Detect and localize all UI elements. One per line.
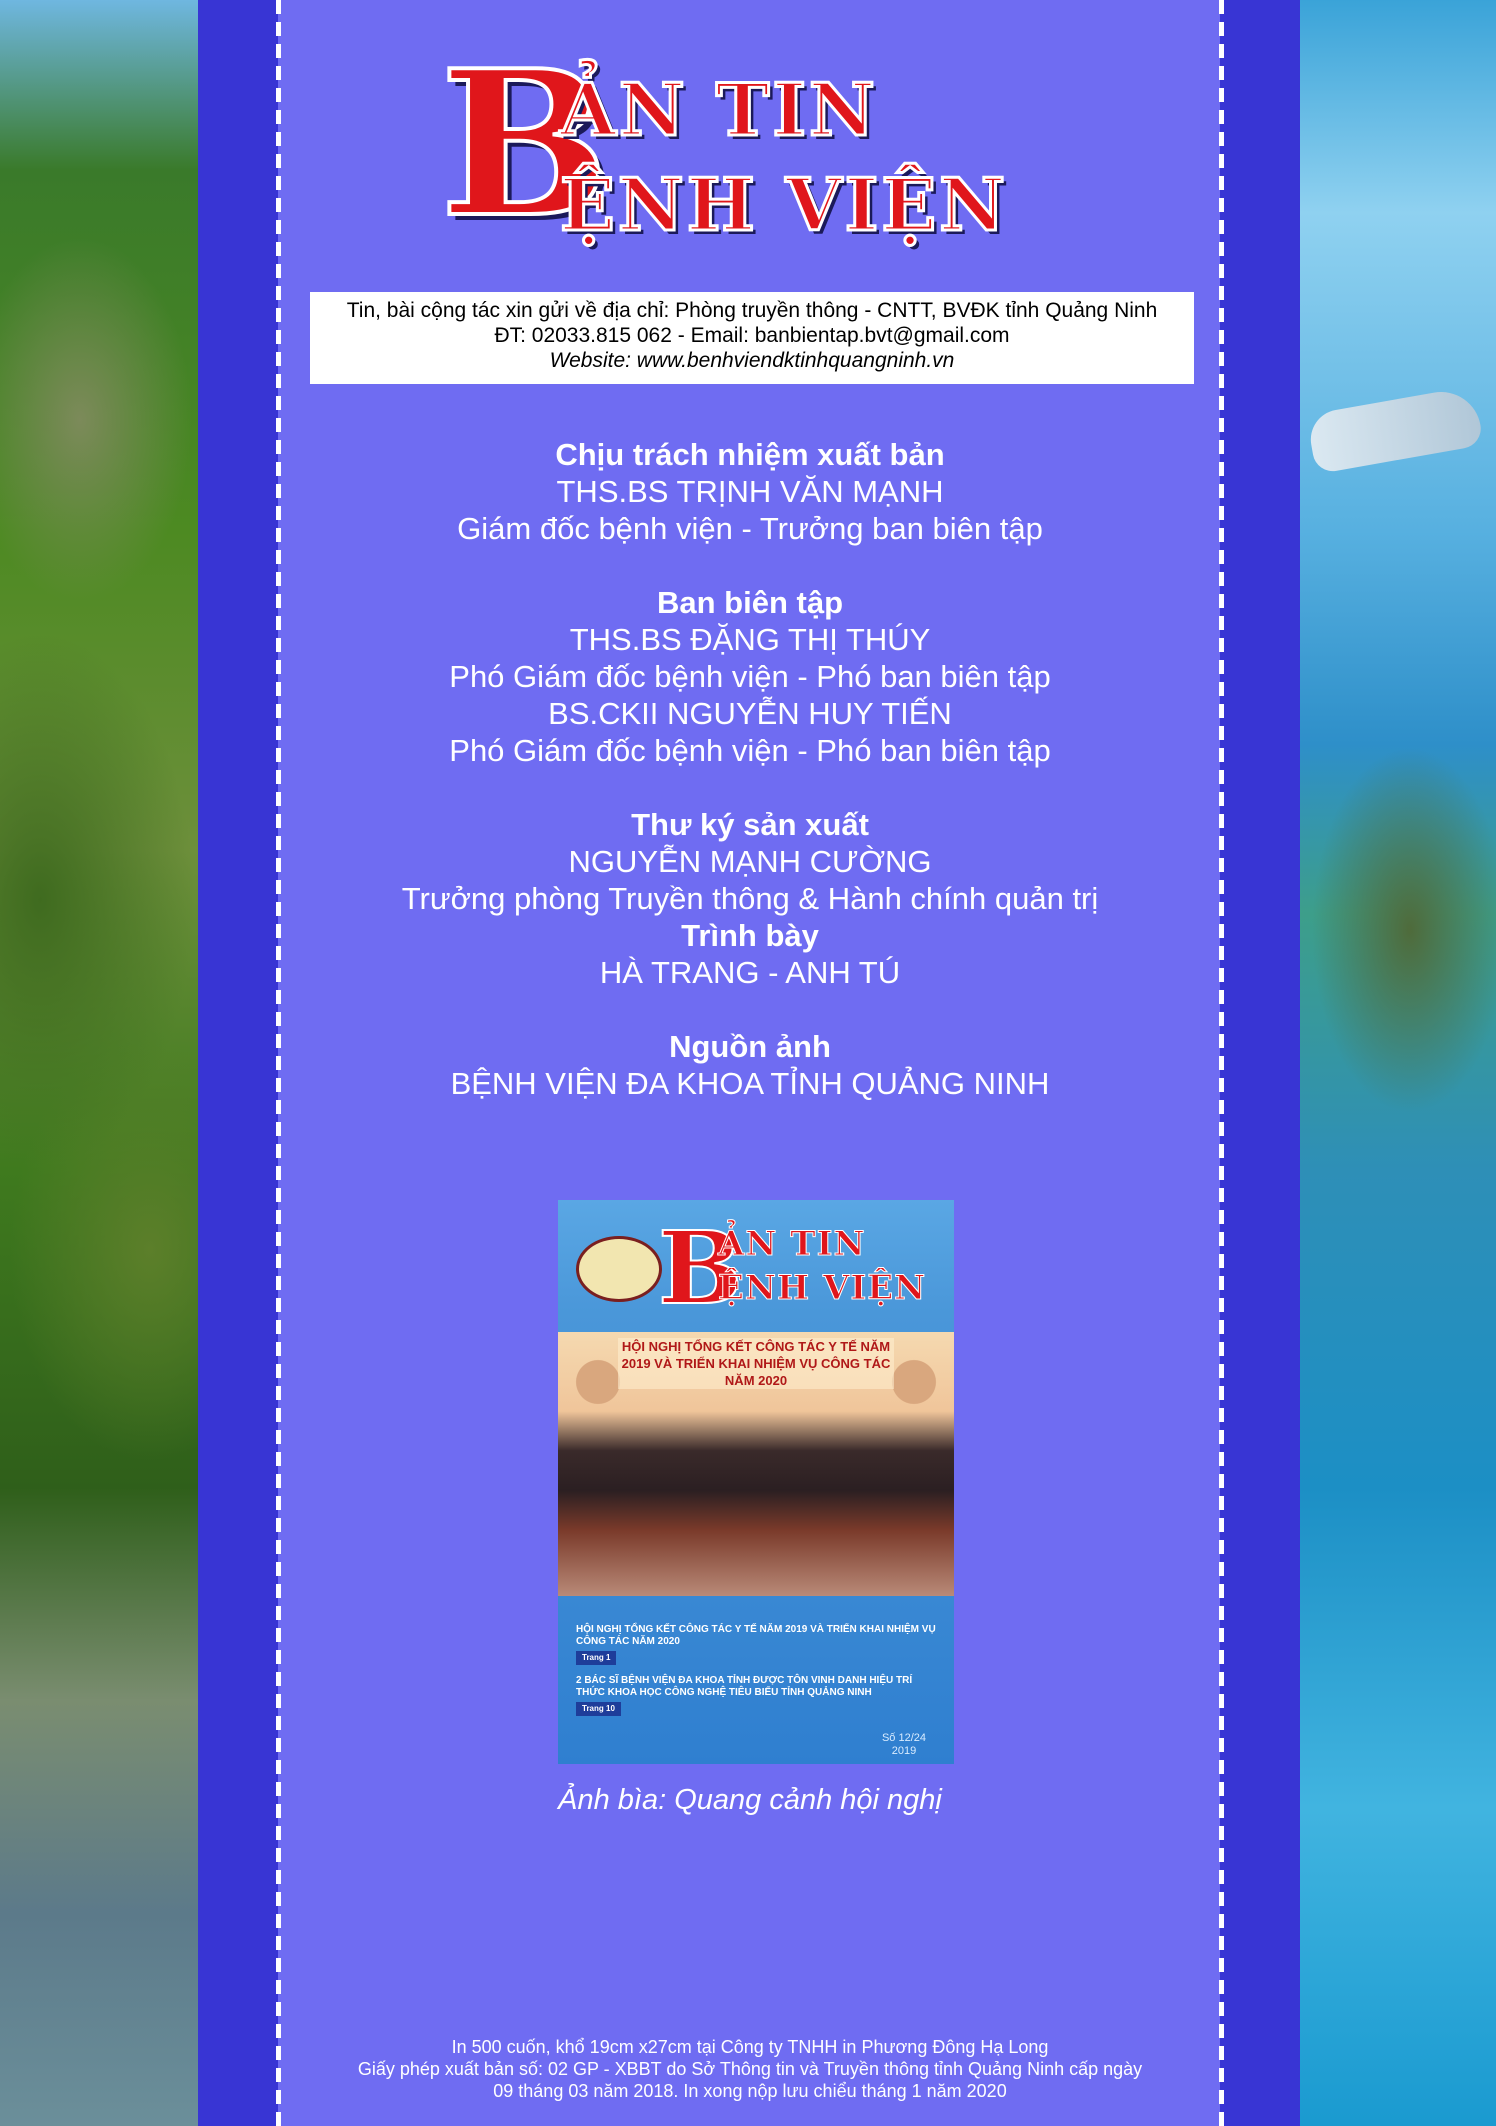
photo-source: BỆNH VIỆN ĐA KHOA TỈNH QUẢNG NINH [450,1066,1050,1101]
cover-issue-number [882,1732,926,1758]
masthead-line-2: ỆNH VIỆN [560,162,1009,247]
cover-masthead [558,1200,954,1330]
credits-section [280,436,1220,1102]
cover-masthead-line-2: ỆNH VIỆN [718,1268,927,1308]
secretary-role: Trưởng phòng Truyền thông & Hành chính quản trị [401,881,1099,916]
cover-contents [576,1624,936,1726]
cover-conference-photo [558,1332,954,1596]
cover-item-1-tag: Trang 1 [576,1651,616,1665]
secretary-heading: Thư ký sản xuất [631,807,869,842]
background-photo-right [1300,0,1496,2126]
cover-masthead-initial: B [658,1209,743,1327]
board-role-2: Phó Giám đốc bệnh viện - Phó ban biên tập [449,733,1051,768]
board-name-2: BS.CKII NGUYỄN HUY TIẾN [548,696,952,731]
secretary-name: NGUYỄN MẠNH CƯỜNG [568,844,932,879]
printing-line-3: 09 tháng 03 năm 2018. In xong nộp lưu chiểu tháng 1 năm 2020 [493,2081,1007,2101]
cover-thumbnail [558,1200,954,1764]
contact-address: Tin, bài cộng tác xin gửi về địa chỉ: Phòng truyền thông - CNTT, BVĐK tỉnh Quảng Ninh [346,299,1158,322]
cover-caption: Ảnh bìa: Quang cảnh hội nghị [558,1784,942,1816]
panel-border-left [198,0,278,2126]
hospital-logo-icon [576,1236,662,1302]
contact-box [310,292,1194,384]
contact-phone-email: ĐT: 02033.815 062 - Email: banbientap.bvt@gmail.com [494,324,1010,347]
publisher-role: Giám đốc bệnh viện - Trưởng ban biên tập [457,511,1043,546]
cover-headline: HỘI NGHỊ TỔNG KẾT CÔNG TÁC Y TẾ NĂM 2019 VÀ TRIỂN KHAI NHIỆM VỤ CÔNG TÁC NĂM 2020 [618,1338,894,1389]
printing-line-2: Giấy phép xuất bản số: 02 GP - XBBT do Sở Thông tin và Truyền thông tỉnh Quảng Ninh cấp ngày [357,2059,1143,2079]
background-photo-left [0,0,198,2126]
publisher-heading: Chịu trách nhiệm xuất bản [555,437,945,472]
layout-heading: Trình bày [681,918,819,953]
cover-item-2-tag: Trang 10 [576,1702,621,1716]
cover-masthead-line-1: ẢN TIN [718,1224,866,1264]
cover-issue: Số 12/24 [881,1732,926,1744]
panel-border-right [1220,0,1300,2126]
board-name-1: THS.BS ĐẶNG THỊ THÚY [569,622,931,657]
cover-year: 2019 [891,1745,917,1757]
masthead-line-1: ẢN TIN [560,67,878,152]
cover-item-1: HỘI NGHỊ TỔNG KẾT CÔNG TÁC Y TẾ NĂM 2019 VÀ TRIỂN KHAI NHIỆM VỤ CÔNG TÁC NĂM 2020 [576,1624,936,1647]
contact-website: Website: www.benhviendktinhquangninh.vn [549,349,955,372]
publisher-name: THS.BS TRỊNH VĂN MẠNH [556,474,944,509]
printing-info [280,2036,1220,2102]
photo-heading: Nguồn ảnh [669,1029,831,1064]
board-heading: Ban biên tập [656,585,843,620]
board-role-1: Phó Giám đốc bệnh viện - Phó ban biên tập [449,659,1051,694]
printing-line-1: In 500 cuốn, khổ 19cm x27cm tại Công ty TNHH in Phương Đông Hạ Long [451,2037,1049,2057]
cover-item-2: 2 BÁC SĨ BỆNH VIỆN ĐA KHOA TỈNH ĐƯỢC TÔN VINH DANH HIỆU TRÍ THỨC KHOA HỌC CÔNG NGHỆ TIÊU BIỂU TỈNH QUẢNG NINH [576,1675,913,1698]
layout-names: HÀ TRANG - ANH TÚ [599,955,901,990]
masthead-initial: B [440,27,610,262]
masthead [440,27,1060,262]
